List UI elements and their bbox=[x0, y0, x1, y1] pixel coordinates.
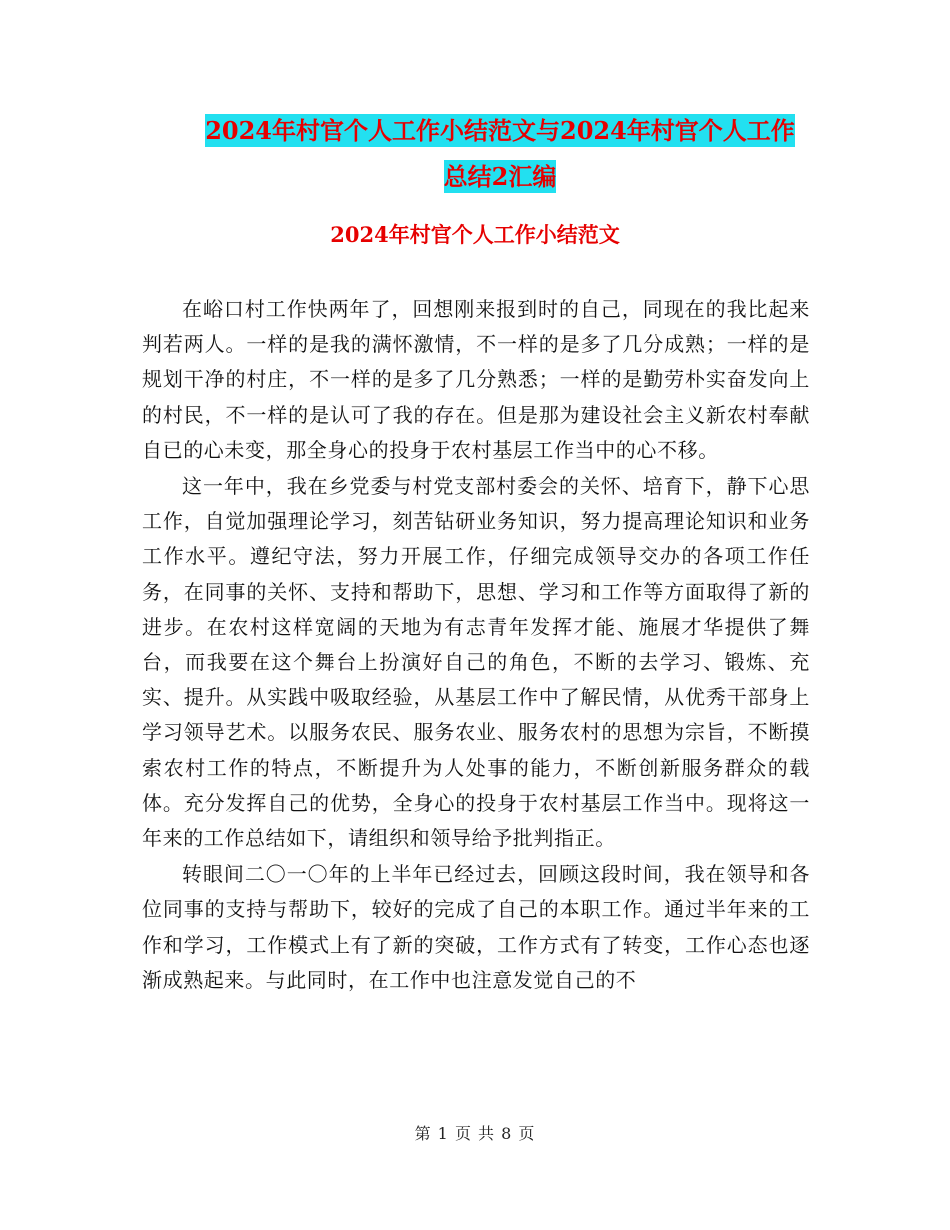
section-title: 2024年村官个人工作小结范文 bbox=[330, 222, 620, 247]
paragraph-1: 在峪口村工作快两年了，回想刚来报到时的自己，同现在的我比起来判若两人。一样的是我的满怀激情，不一样的是多了几分成熟；一样的是规划干净的村庄，不一样的是多了几分熟悉；一样的是勤劳朴实奋发向上的村民，不一样的是认可了我的存在。但是那为建设社会主义新农村奉献自已的心未变，那全身心的投身于农村基层工作当中的心不移。 bbox=[142, 297, 810, 462]
document-title-line-2: 总结2汇编 bbox=[443, 162, 557, 191]
document-title bbox=[140, 108, 860, 200]
page-footer bbox=[0, 1122, 950, 1146]
document-body bbox=[142, 292, 810, 999]
page-number-indicator: 第 1 页 共 8 页 bbox=[414, 1124, 536, 1143]
paragraph-2: 这一年中，我在乡党委与村党支部村委会的关怀、培育下，静下心思工作，自觉加强理论学习，刻苦钻研业务知识，努力提高理论知识和业务工作水平。遵纪守法，努力开展工作，仔细完成领导交办的各项工作任务，在同事的关怀、支持和帮助下，思想、学习和工作等方面取得了新的进步。在农村这样宽阔的天地为有志青年发挥才能、施展才华提供了舞台，而我要在这个舞台上扮演好自己的角色，不断的去学习、锻炼、充实、提升。从实践中吸取经验，从基层工作中了解民情，从优秀干部身上学习领导艺术。以服务农民、服务农业、服务农村的思想为宗旨，不断摸索农村工作的特点，不断提升为人处事的能力，不断创新服务群众的载体。充分发挥自己的优势，全身心的投身于农村基层工作当中。现将这一年来的工作总结如下，请组织和领导给予批判指正。 bbox=[142, 474, 810, 851]
paragraph-3: 转眼间二〇一〇年的上半年已经过去，回顾这段时间，我在领导和各位同事的支持与帮助下，较好的完成了自己的本职工作。通过半年来的工作和学习，工作模式上有了新的突破，工作方式有了转变，工作心态也逐渐成熟起来。与此同时，在工作中也注意发觉自己的不 bbox=[142, 862, 810, 992]
document-title-line-1: 2024年村官个人工作小结范文与2024年村官个人工作 bbox=[205, 116, 795, 145]
